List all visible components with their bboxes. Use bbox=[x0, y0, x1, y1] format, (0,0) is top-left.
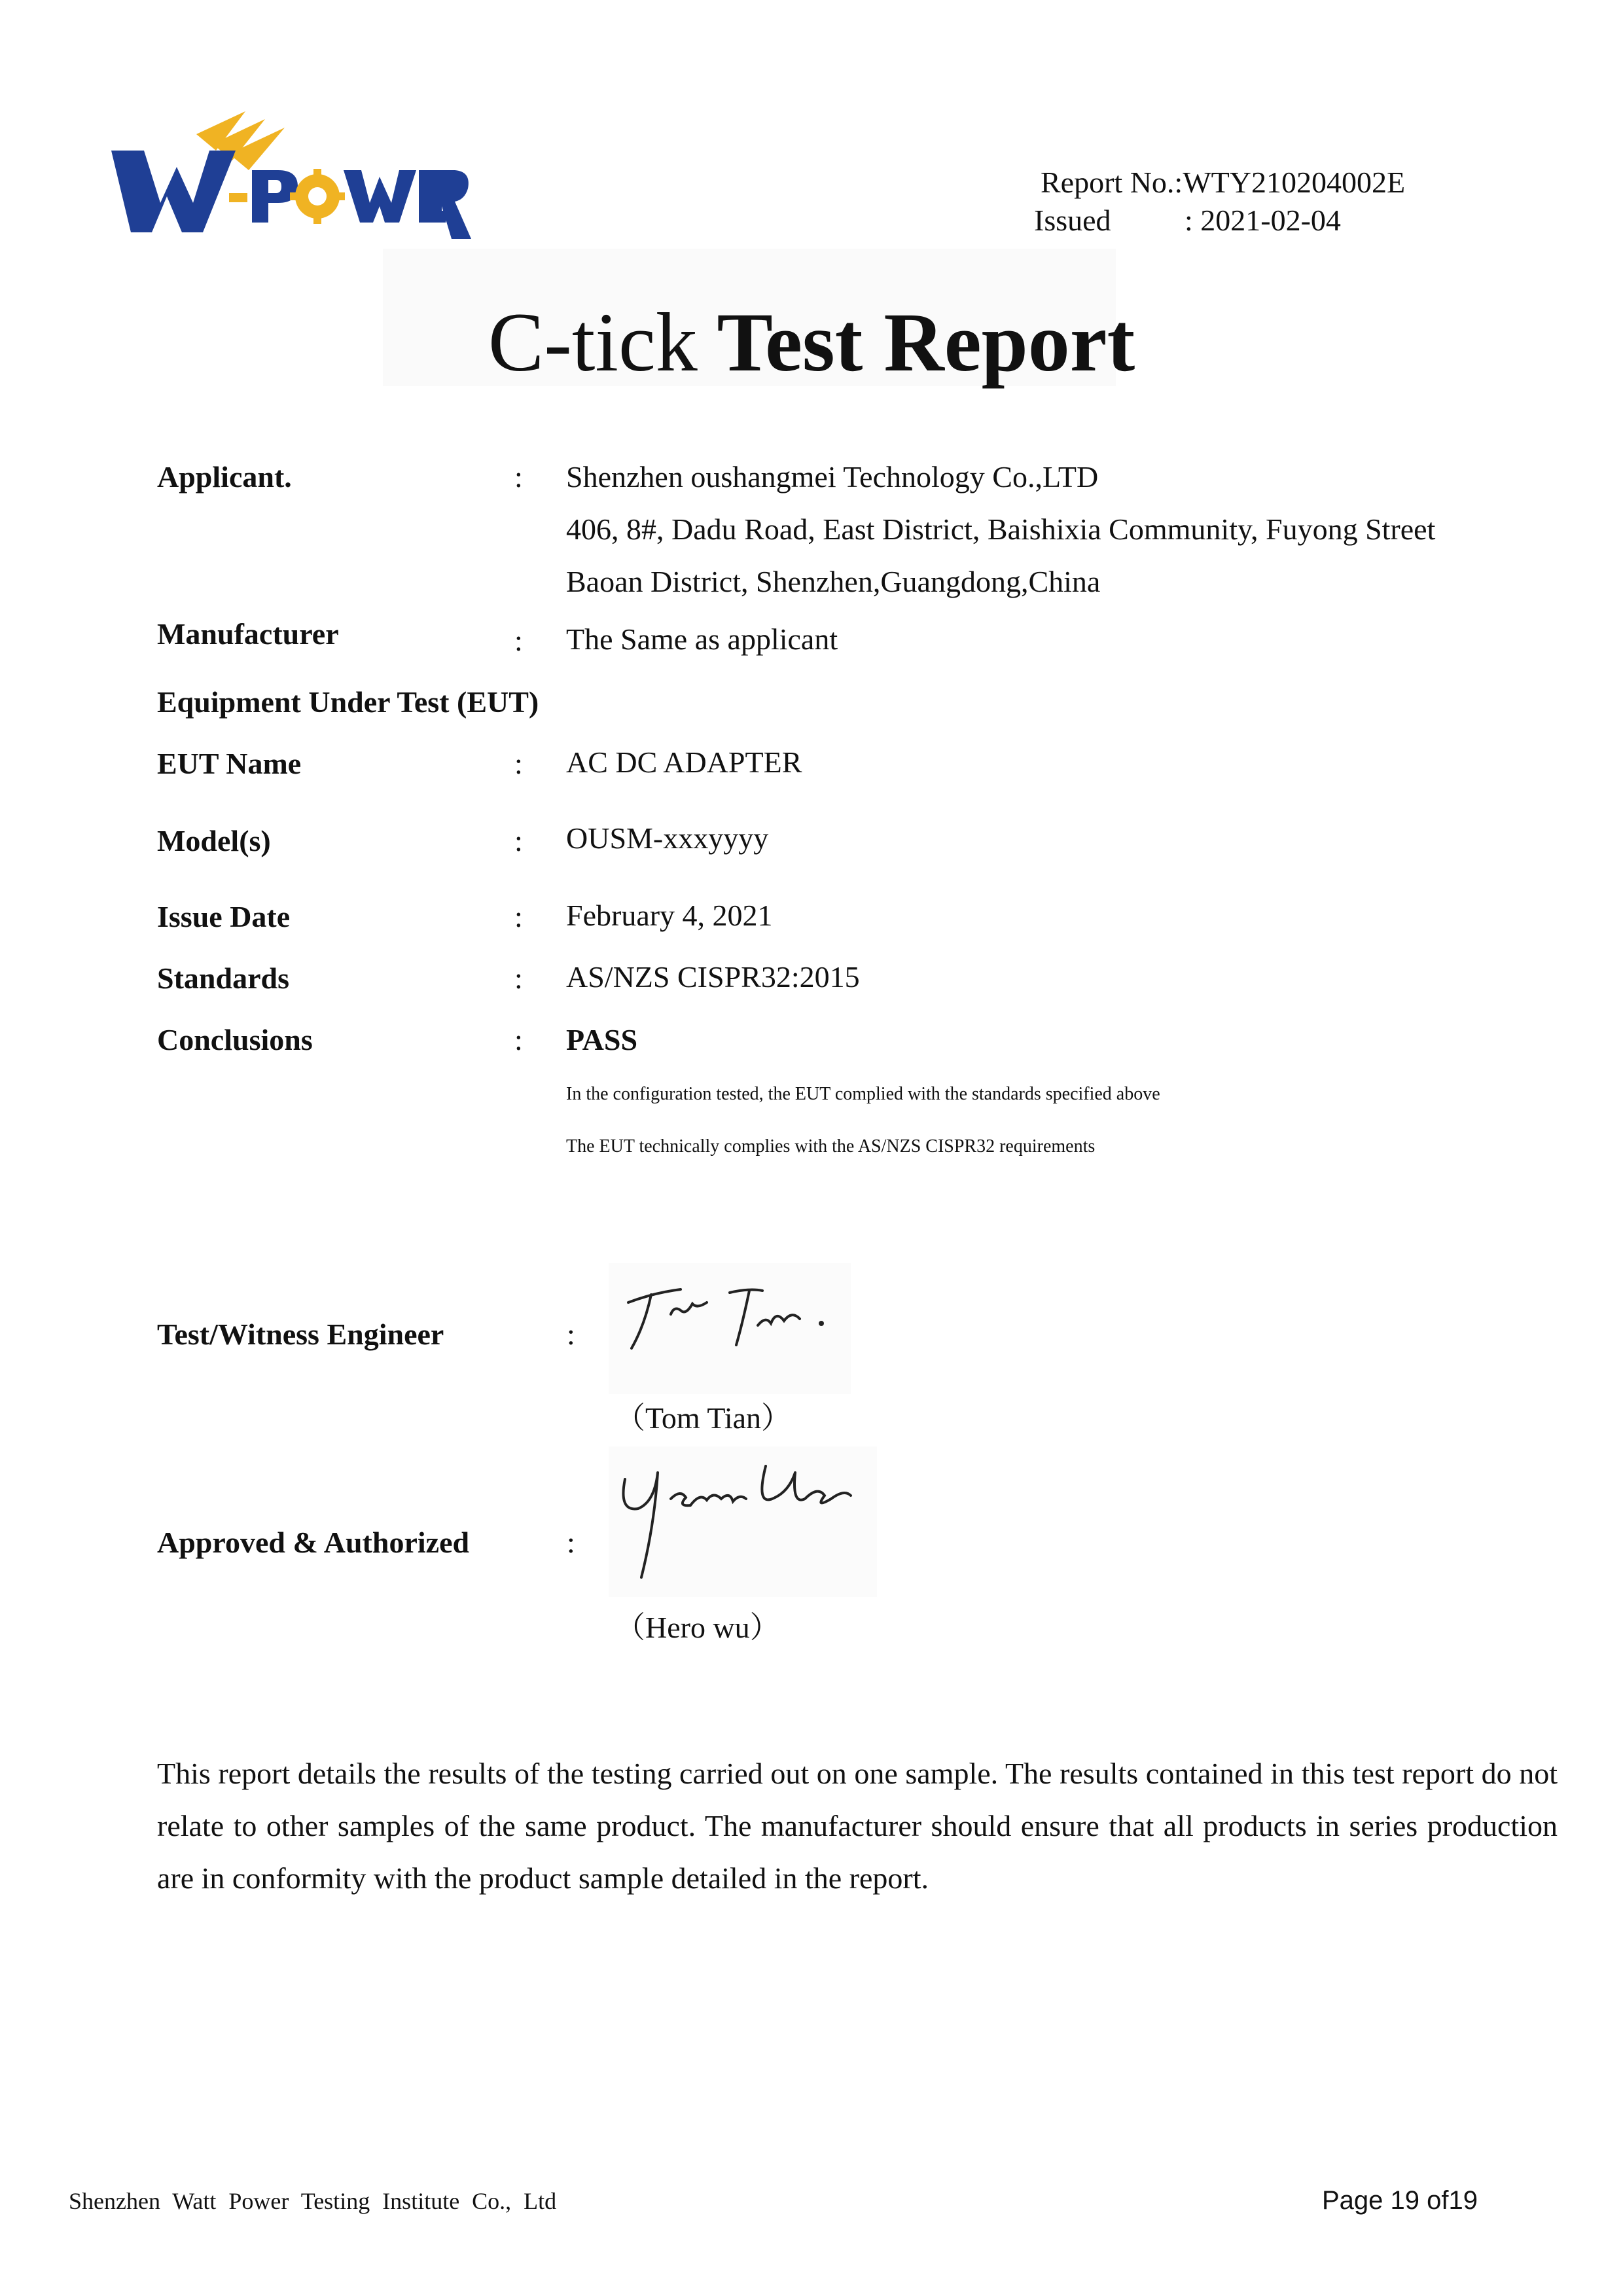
issue-date-colon: : bbox=[514, 900, 523, 933]
report-number-value: WTY210204002E bbox=[1183, 166, 1406, 199]
standards-value: AS/NZS CISPR32:2015 bbox=[566, 960, 860, 994]
issued-label: Issued bbox=[1034, 204, 1111, 237]
conclusions-label: Conclusions bbox=[157, 1023, 313, 1056]
eut-name-colon: : bbox=[514, 747, 523, 780]
applicant-address-line2: Baoan District, Shenzhen,Guangdong,China bbox=[566, 565, 1101, 598]
conclusions-colon: : bbox=[514, 1023, 523, 1056]
engineer-signature bbox=[609, 1263, 851, 1394]
title-part-test-report: Test Report bbox=[697, 296, 1135, 389]
eut-name-value: AC DC ADAPTER bbox=[566, 745, 802, 779]
standards-label: Standards bbox=[157, 961, 289, 995]
models-colon: : bbox=[514, 824, 523, 857]
applicant-colon: : bbox=[514, 460, 523, 493]
issued-value: : 2021-02-04 bbox=[1185, 204, 1341, 237]
manufacturer-colon: : bbox=[514, 624, 523, 657]
approver-name: （Hero wu） bbox=[615, 1611, 780, 1644]
applicant-label: Applicant. bbox=[157, 460, 292, 493]
report-number bbox=[1041, 165, 1405, 200]
footer-company: Shenzhen Watt Power Testing Institute Co., Ltd bbox=[69, 2188, 557, 2214]
engineer-label: Test/Witness Engineer bbox=[157, 1318, 444, 1351]
issue-date-label: Issue Date bbox=[157, 900, 291, 933]
issue-date-value: February 4, 2021 bbox=[566, 899, 773, 932]
title-part-ctick: C-tick bbox=[488, 296, 698, 389]
company-logo bbox=[105, 105, 471, 242]
conclusion-note-1: In the configuration tested, the EUT complied with the standards specified above bbox=[566, 1084, 1160, 1104]
models-label: Model(s) bbox=[157, 824, 271, 857]
models-value: OUSM-xxxyyyy bbox=[566, 821, 769, 855]
applicant-address-line1: 406, 8#, Dadu Road, East District, Baishixia Community, Fuyong Street bbox=[566, 512, 1436, 546]
conclusions-value: PASS bbox=[566, 1023, 638, 1056]
page-title bbox=[0, 295, 1623, 391]
issued-date bbox=[1034, 203, 1341, 238]
report-number-label: Report No.: bbox=[1041, 166, 1183, 199]
manufacturer-value: The Same as applicant bbox=[566, 622, 838, 656]
disclaimer-paragraph: This report details the results of the testing carried out on one sample. The results contained in this test report do not relate to other samples of the same product. The manufacturer should ensure that all products in series production are in conformity with the product sample detailed in the report. bbox=[157, 1757, 1558, 1895]
manufacturer-label: Manufacturer bbox=[157, 617, 339, 651]
conclusion-note-2: The EUT technically complies with the AS/NZS CISPR32 requirements bbox=[566, 1136, 1096, 1157]
approver-label: Approved & Authorized bbox=[157, 1526, 470, 1559]
footer-page-number: Page 19 of19 bbox=[1322, 2186, 1478, 2215]
eut-heading: Equipment Under Test (EUT) bbox=[157, 685, 539, 719]
approver-colon: : bbox=[567, 1526, 575, 1559]
applicant-name: Shenzhen oushangmei Technology Co.,LTD bbox=[566, 460, 1099, 493]
standards-colon: : bbox=[514, 961, 523, 995]
eut-name-label: EUT Name bbox=[157, 747, 302, 780]
engineer-name: （Tom Tian） bbox=[615, 1401, 792, 1435]
approver-signature bbox=[609, 1446, 877, 1597]
engineer-colon: : bbox=[567, 1318, 575, 1351]
